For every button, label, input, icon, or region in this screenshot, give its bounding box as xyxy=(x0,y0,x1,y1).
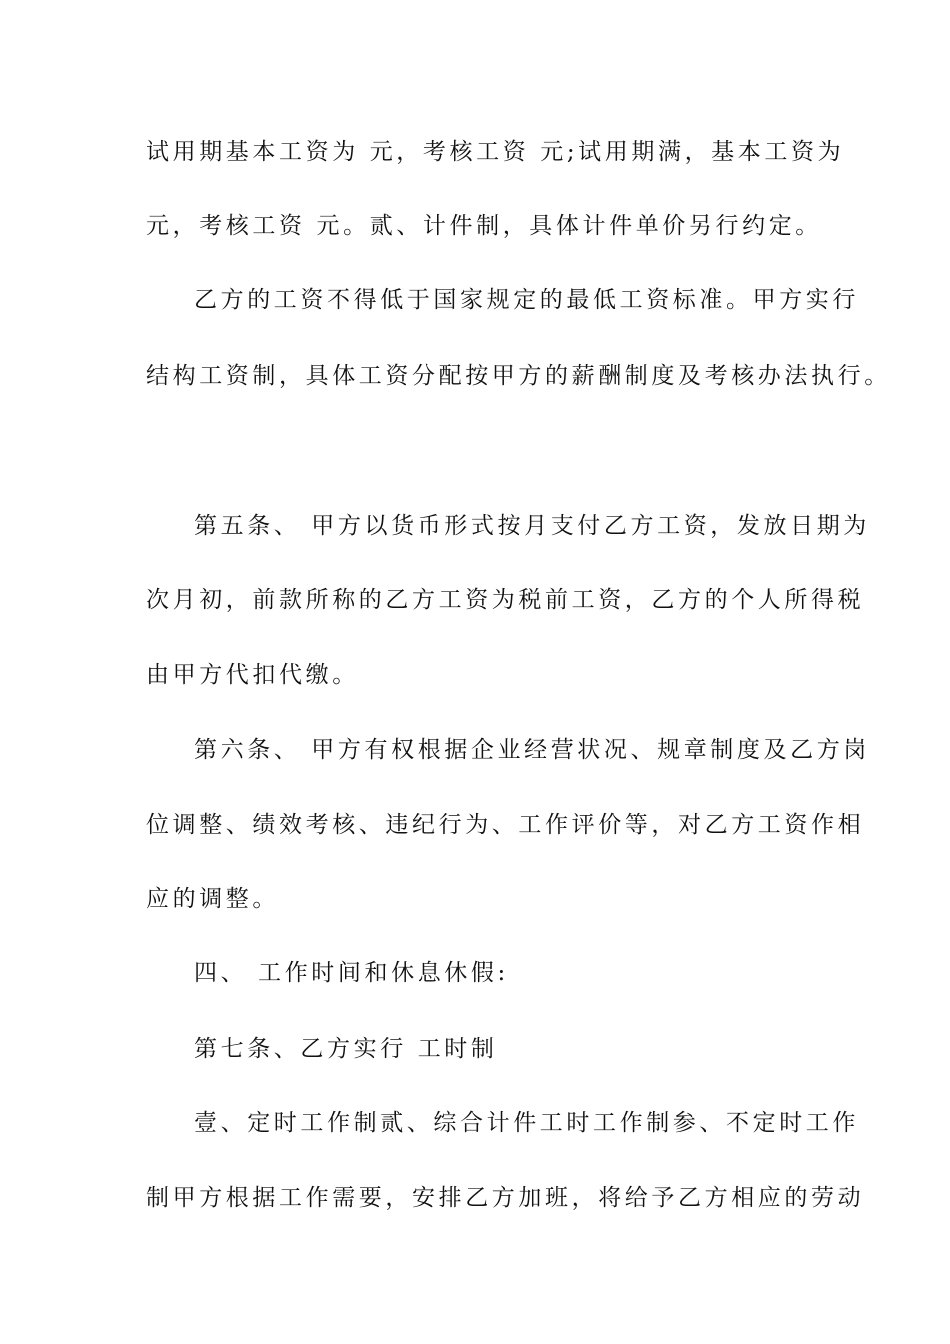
text-line-11: 四、 工作时间和休息休假: xyxy=(194,960,509,986)
text-line-14: 制甲方根据工作需要，安排乙方加班，将给予乙方相应的劳动 xyxy=(146,1185,865,1211)
text-line-7: 由甲方代扣代缴。 xyxy=(146,662,359,688)
text-line-12: 第七条、乙方实行 工时制 xyxy=(194,1036,498,1062)
text-line-2: 元，考核工资 元。贰、计件制，具体计件单价另行约定。 xyxy=(146,213,822,239)
text-line-9: 位调整、绩效考核、违纪行为、工作评价等，对乙方工资作相 xyxy=(146,812,865,838)
text-line-13: 壹、定时工作制贰、综合计件工时工作制参、不定时工作 xyxy=(194,1110,859,1136)
text-line-10: 应的调整。 xyxy=(146,886,279,912)
text-line-6: 次月初，前款所称的乙方工资为税前工资，乙方的个人所得税 xyxy=(146,587,865,613)
text-line-1: 试用期基本工资为 元，考核工资 元;试用期满，基本工资为 xyxy=(146,139,845,165)
text-line-3: 乙方的工资不得低于国家规定的最低工资标准。甲方实行 xyxy=(194,287,859,313)
text-line-4: 结构工资制，具体工资分配按甲方的薪酬制度及考核办法执行。 xyxy=(146,363,891,389)
text-line-5: 第五条、 甲方以货币形式按月支付乙方工资，发放日期为 xyxy=(194,513,870,539)
text-line-8: 第六条、 甲方有权根据企业经营状况、规章制度及乙方岗 xyxy=(194,737,870,763)
